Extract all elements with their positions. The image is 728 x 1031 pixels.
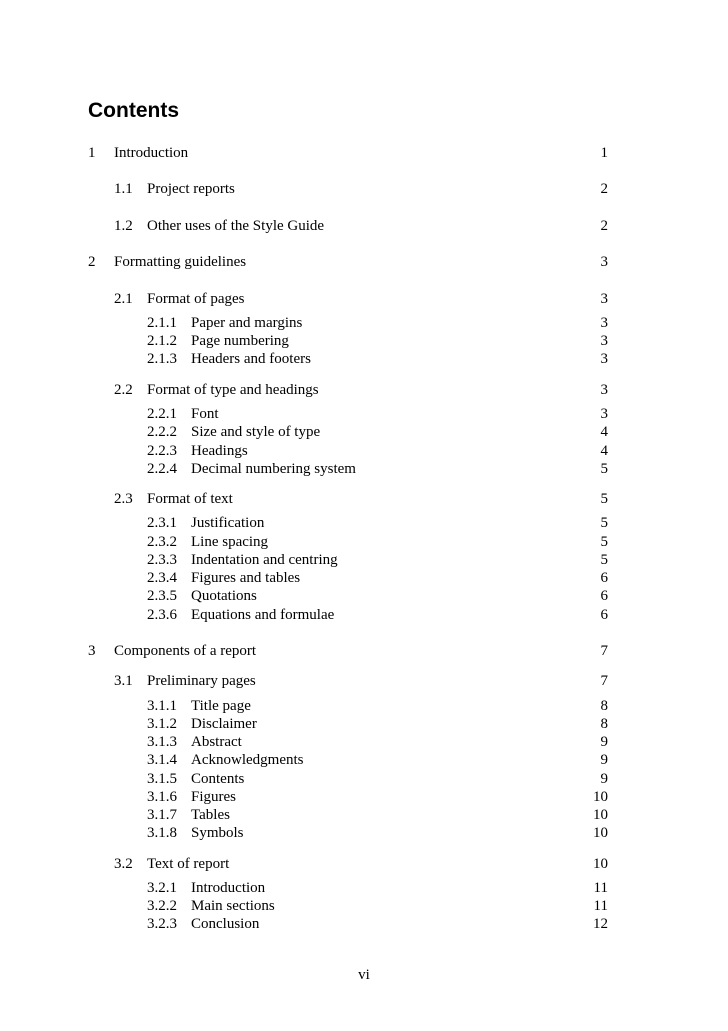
toc-entry-number: 2.2.3 [147,443,177,459]
toc-entry-page: 10 [593,789,608,805]
toc-entry-title: Formatting guidelines [114,254,247,270]
toc-entry-number: 1.1 [114,181,133,197]
toc-entry-title: Title page [191,698,251,714]
toc-entry-page: 3 [600,254,608,270]
toc-entry-title: Font [191,406,219,422]
toc-entry-title: Preliminary pages [147,673,256,689]
toc-entry[interactable] [0,404,728,424]
toc-entry-title: Contents [191,771,245,787]
toc-entry-number: 3.2.3 [147,916,177,932]
toc-entry-page: 3 [600,315,608,331]
toc-entry-number: 3.2.1 [147,880,177,896]
toc-entry-number: 2.3.4 [147,570,177,586]
toc-entry-page: 3 [600,382,608,398]
toc-entry-title: Main sections [191,898,275,914]
toc-entry-title: Disclaimer [191,716,257,732]
toc-entry-number: 3.1.8 [147,825,177,841]
toc-entry-title: Headings [191,443,248,459]
toc-entry[interactable] [0,252,728,272]
toc-entry-page: 8 [600,698,608,714]
toc-entry-title: Paper and margins [191,315,303,331]
toc-entry[interactable] [0,216,728,236]
toc-entry[interactable] [0,586,728,606]
toc-entry-title: Figures and tables [191,570,301,586]
toc-entry-number: 3 [88,643,96,659]
toc-entry[interactable] [0,568,728,588]
toc-entry-title: Quotations [191,588,257,604]
toc-entry[interactable] [0,896,728,916]
toc-entry-number: 2.3.3 [147,552,177,568]
toc-entry[interactable] [0,696,728,716]
toc-entry[interactable] [0,878,728,898]
toc-entry-page: 5 [600,515,608,531]
toc-entry-number: 3.1.1 [147,698,177,714]
footer-page-number: vi [358,967,370,983]
toc-entry-title: Indentation and centring [191,552,338,568]
toc-entry[interactable] [0,459,728,479]
toc-entry[interactable] [0,732,728,752]
toc-entry[interactable] [0,550,728,570]
toc-entry-page: 8 [600,716,608,732]
toc-entry-title: Format of type and headings [147,382,319,398]
toc-entry[interactable] [0,854,728,874]
page-title: Contents [88,99,179,122]
toc-entry-page: 4 [600,424,608,440]
toc-entry-title: Format of pages [147,291,245,307]
toc-entry-number: 2.3.6 [147,607,177,623]
toc-entry-page: 9 [600,771,608,787]
toc-entry-title: Introduction [191,880,266,896]
toc-entry[interactable] [0,349,728,369]
toc-entry-page: 6 [600,570,608,586]
toc-entry[interactable] [0,641,728,661]
toc-entry-title: Decimal numbering system [191,461,356,477]
toc-entry-number: 1.2 [114,218,133,234]
toc-entry[interactable] [0,143,728,163]
toc-entry[interactable] [0,805,728,825]
toc-entry-number: 2.3 [114,491,133,507]
toc-entry-number: 3.1.2 [147,716,177,732]
toc-entry-page: 3 [600,333,608,349]
toc-entry-number: 2.3.2 [147,534,177,550]
toc-entry-number: 2.1.2 [147,333,177,349]
toc-entry-page: 10 [593,856,608,872]
toc-entry[interactable] [0,441,728,461]
toc-entry-number: 3.2 [114,856,133,872]
toc-entry-page: 11 [593,898,608,914]
toc-entry[interactable] [0,331,728,351]
toc-entry[interactable] [0,914,728,934]
toc-entry[interactable] [0,823,728,843]
toc-entry-page: 5 [600,552,608,568]
toc-entry-number: 1 [88,145,96,161]
toc-entry-page: 9 [600,734,608,750]
toc-entry-number: 2 [88,254,96,270]
toc-entry-page: 11 [593,880,608,896]
toc-entry-page: 5 [600,534,608,550]
toc-entry[interactable] [0,750,728,770]
toc-entry[interactable] [0,671,728,691]
toc-entry-number: 3.1.4 [147,752,177,768]
toc-entry-page: 7 [600,673,608,689]
toc-entry-page: 3 [600,291,608,307]
toc-entry-number: 3.2.2 [147,898,177,914]
toc-entry-title: Abstract [191,734,242,750]
toc-entry-title: Introduction [114,145,189,161]
toc-entry-number: 3.1.3 [147,734,177,750]
toc-entry-title: Justification [191,515,265,531]
toc-entry[interactable] [0,787,728,807]
toc-entry-number: 2.3.1 [147,515,177,531]
toc-entry-page: 3 [600,351,608,367]
toc-entry-page: 9 [600,752,608,768]
toc-entry-page: 4 [600,443,608,459]
toc-entry[interactable] [0,605,728,625]
toc-entry-number: 2.1.3 [147,351,177,367]
toc-entry-page: 5 [600,491,608,507]
toc-entry[interactable] [0,313,728,333]
toc-entry-number: 3.1 [114,673,133,689]
toc-entry-page: 2 [600,181,608,197]
toc-entry[interactable] [0,489,728,509]
toc-entry-page: 12 [593,916,608,932]
toc-entry-title: Page numbering [191,333,289,349]
toc-entry[interactable] [0,289,728,309]
toc-entry[interactable] [0,179,728,199]
toc-entry-number: 2.2.4 [147,461,177,477]
toc-entry[interactable] [0,532,728,552]
toc-entry-number: 3.1.5 [147,771,177,787]
toc-entry-number: 2.1 [114,291,133,307]
toc-entry-title: Size and style of type [191,424,321,440]
toc-entry-number: 2.3.5 [147,588,177,604]
toc-entry-title: Symbols [191,825,244,841]
toc-entry[interactable] [0,714,728,734]
toc-entry-title: Tables [191,807,230,823]
toc-entry-page: 1 [600,145,608,161]
toc-entry-number: 2.1.1 [147,315,177,331]
toc-entry-title: Format of text [147,491,233,507]
toc-entry-title: Acknowledgments [191,752,304,768]
toc-entry-title: Components of a report [114,643,257,659]
toc-entry-page: 7 [600,643,608,659]
toc-entry-number: 2.2.1 [147,406,177,422]
toc-entry-page: 2 [600,218,608,234]
toc-entry-title: Figures [191,789,236,805]
toc-entry-title: Text of report [147,856,230,872]
toc-entry-title: Other uses of the Style Guide [147,218,325,234]
toc-entry-title: Headers and footers [191,351,311,367]
toc-entry-page: 5 [600,461,608,477]
toc-entry-page: 3 [600,406,608,422]
toc-entry-title: Line spacing [191,534,269,550]
toc-entry-page: 10 [593,807,608,823]
toc-entry[interactable] [0,769,728,789]
toc-entry[interactable] [0,380,728,400]
toc-entry-number: 3.1.6 [147,789,177,805]
toc-entry[interactable] [0,513,728,533]
toc-entry-number: 3.1.7 [147,807,177,823]
toc-entry-number: 2.2 [114,382,133,398]
toc-entry[interactable] [0,422,728,442]
toc-entry-page: 6 [600,588,608,604]
toc-entry-title: Project reports [147,181,235,197]
toc-entry-title: Equations and formulae [191,607,335,623]
toc-entry-title: Conclusion [191,916,260,932]
toc-entry-page: 10 [593,825,608,841]
toc-entry-page: 6 [600,607,608,623]
toc-entry-number: 2.2.2 [147,424,177,440]
